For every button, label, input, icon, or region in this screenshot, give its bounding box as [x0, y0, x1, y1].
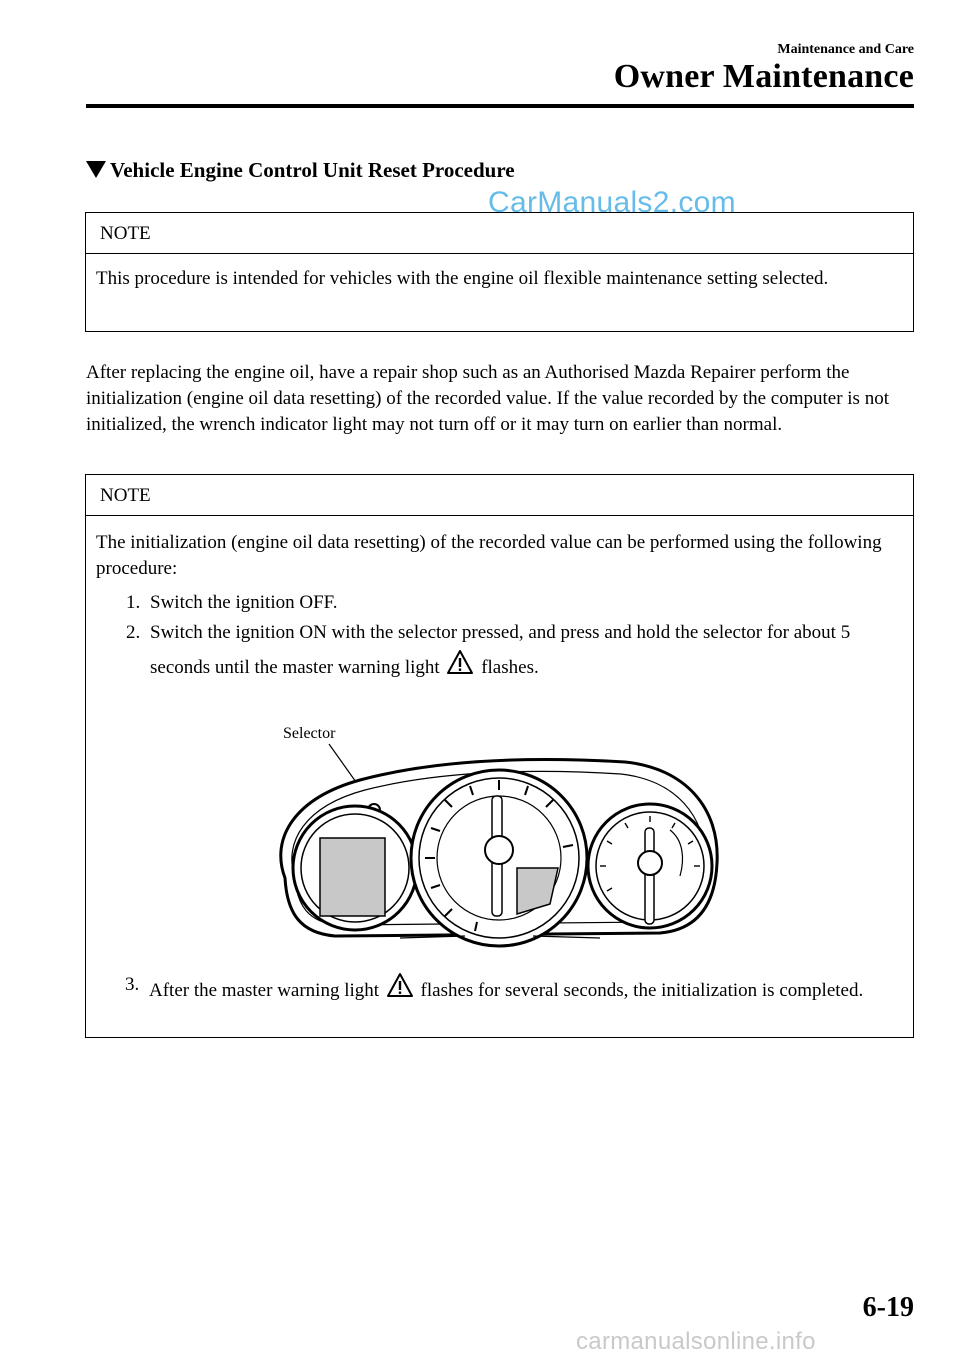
note-label: NOTE: [86, 475, 913, 516]
down-triangle-icon: [86, 161, 106, 178]
heading-text: Vehicle Engine Control Unit Reset Procedure: [110, 158, 515, 182]
section-heading: [86, 158, 515, 183]
page-number: 6-19: [862, 1292, 914, 1323]
note-box-1: [85, 212, 914, 332]
body-paragraph: After replacing the engine oil, have a repair shop such as an Authorised Mazda Repairer perform the initialization (engine oil data resetting) of the recorded value. If the value recorded by the computer is not initialized, the wrench indicator light may not turn off or it may turn on earlier than normal.: [86, 362, 889, 435]
warning-triangle-icon: [386, 972, 414, 998]
figure-label-selector: Selector: [283, 725, 336, 742]
instrument-cluster-illustration: [265, 718, 725, 950]
page-header-title: Owner Maintenance: [613, 58, 914, 95]
note-intro: The initialization (engine oil data resetting) of the recorded value can be performed using the following procedure:: [96, 532, 882, 579]
header-rule: [86, 104, 914, 108]
note-text: This procedure is intended for vehicles with the engine oil flexible maintenance setting selected.: [96, 268, 829, 289]
section-label: Maintenance and Care: [777, 42, 914, 57]
watermark-bottom: carmanualsonline.info: [576, 1328, 816, 1355]
step-item: 2. Switch the ignition ON with the selector pressed, and press and hold the selector for about 5 seconds until the master warning light flashes.: [126, 622, 851, 678]
step-list: [96, 590, 903, 684]
step-item-3: 3. After the master warning light flashes for several seconds, the initialization is completed.: [125, 974, 864, 1001]
note-label: NOTE: [86, 213, 913, 254]
watermark-top: CarManuals2.com: [488, 186, 736, 219]
warning-triangle-icon: [446, 649, 474, 675]
step-item: 1. Switch the ignition OFF.: [126, 592, 338, 613]
